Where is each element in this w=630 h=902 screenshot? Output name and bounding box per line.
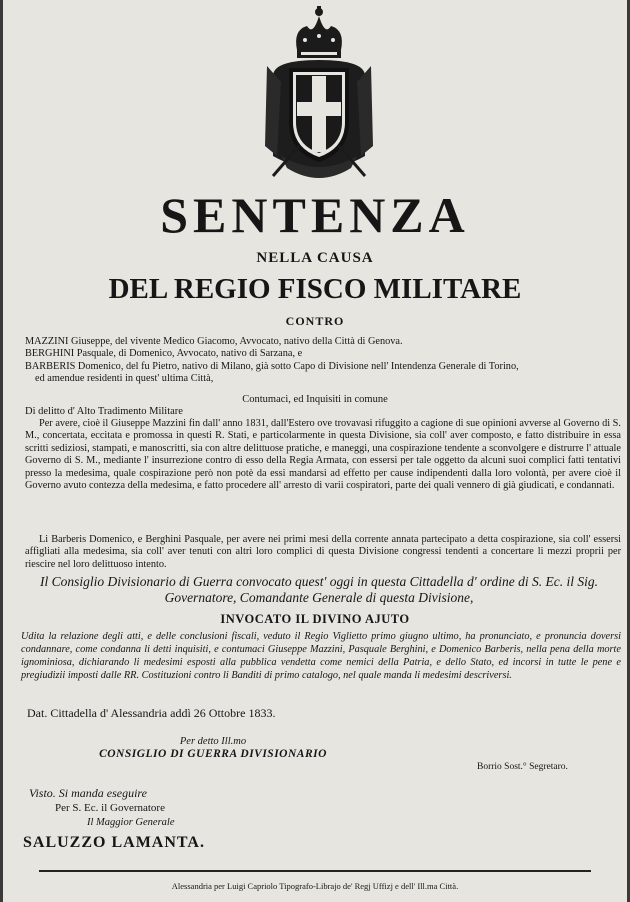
per-detto-line: Per detto Ill.mo: [179, 736, 247, 747]
charge-paragraph-1: [25, 418, 621, 492]
footer-divider: [39, 870, 591, 872]
accused-line: BARBERIS Domenico, del fu Pietro, nativo di Milano, già sotto Capo di Divisione nell' Intendenza Generale di Torino,: [25, 360, 519, 372]
coat-of-arms-icon: [263, 6, 375, 188]
printer-imprint: Alessandria per Luigi Capriolo Tipografo-Librajo de' Regj Uffizj e dell' Ill.ma Città.: [171, 881, 459, 891]
signatory-name: SALUZZO LAMANTA.: [23, 834, 205, 851]
council-signature: CONSIGLIO DI GUERRA DIVISIONARIO: [99, 748, 327, 760]
document-title: SENTENZA: [160, 187, 470, 243]
subtitle-regio-fisco: DEL REGIO FISCO MILITARE: [108, 273, 522, 305]
accused-line: BERGHINI Pasquale, di Domenico, Avvocato, nativo di Sarzana, e: [25, 348, 303, 360]
charge-line: Di delitto d' Alto Tradimento Militare: [25, 406, 183, 417]
governor-line: Per S. Ec. il Governatore: [55, 802, 165, 814]
secretary-signature: Borrio Sost.° Segretaro.: [477, 762, 568, 772]
contumaci-line: Contumaci, ed Inquisiti in comune: [242, 394, 388, 405]
subtitle-nella-causa: NELLA CAUSA: [256, 250, 374, 266]
invocation-line: INVOCATO IL DIVINO AJUTO: [220, 612, 410, 626]
paragraph-text: Li Barberis Domenico, e Berghini Pasquale, per avere nei primi mesi della corrente annata partecipato a detta cospirazione, sia coll' essersi affigliati alla medesima, sia coll' aver tenuti con altri loro complici di questa Divisione congressi tendenti a concertare li mezzi proprii per riescire nel loro delittuoso intento.: [25, 534, 621, 570]
charge-paragraph-2: [25, 534, 621, 571]
subtitle-contro: CONTRO: [285, 314, 345, 328]
verdict-paragraph: Udita la relazione degli atti, e delle conclusioni fiscali, veduto il Regio Viglietto primo giugno ultimo, ha pronunciato, e pronuncia doversi condannare, come condanna li detti inquisiti, e contumaci Giuseppe Mazzini, Pasquale Berghini, e Domenico Barberis, nella pena della morte ignominiosa, dichiarando li medesimi esposti alla pubblica vendetta come nemici della Patria, e dello Stato, ed incorsi in tutte le pene e pregiudizii imposti dalle RR. Costituzioni contro li Banditi di primo catalogo, nel quale manda li medesimi descriversi.: [21, 631, 621, 681]
general-line: Il Maggior Generale: [87, 817, 175, 828]
date-line: Dat. Cittadella d' Alessandria addì 26 Ottobre 1833.: [27, 706, 276, 720]
visto-line: Visto. Si manda eseguire: [29, 786, 147, 800]
paragraph-text: Per avere, cioè il Giuseppe Mazzini fin dall' anno 1831, dall'Estero ove trovavasi rifuggito a cagione di sue opinioni avverse al Governo di S. M., concertata, eccitata e promossa in questi R. Stati, e particolarmente in questa Divisione, sia coll' aver composto, e fatto distribuire in essa scritti sediziosi, stampati, e manoscritti, sia con altre delittuose pratiche, e maneggi, una cospirazione tendente a sconvolgere e distrurre l' attuale Governo di S. M., mediante l' insurrezione contro di esso della Regia Armata, con essersi per tale oggetto da alcuni suoi complici fatti tentativi presso la medesima, quale cospirazione però non potè da essi mandarsi ad effetto per cause indipendenti dalla loro volontà, per avere cioè il Governo avuto contezza della medesima, e fatto procedere all' arresto di varii cospiratori, parte dei quali vennero di già giudicati, e condannati.: [25, 418, 621, 492]
accused-list: [25, 336, 625, 386]
council-statement: Il Consiglio Divisionario di Guerra convocato quest' oggi in questa Cittadella d' ordine di S. Ec. il Sig. Governatore, Comandante Generale di questa Divisione,: [40, 574, 598, 605]
accused-line: MAZZINI Giuseppe, del vivente Medico Giacomo, Avvocato, nativo della Città di Genova.: [25, 336, 403, 347]
accused-line: ed amendue residenti in quest' ultima Città,: [35, 373, 214, 385]
